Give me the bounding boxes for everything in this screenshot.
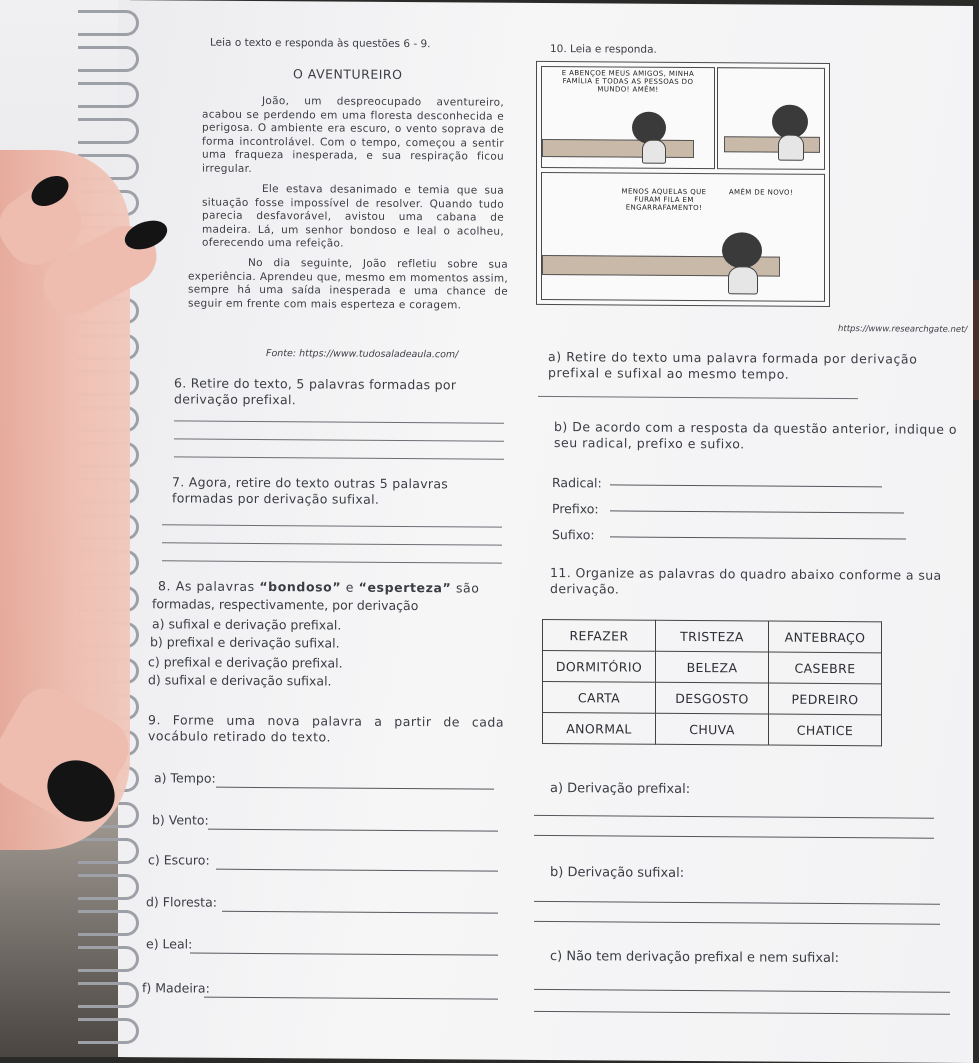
answer-line[interactable] — [174, 420, 504, 423]
bench — [724, 136, 820, 153]
table-cell: DORMITÓRIO — [543, 650, 656, 682]
answer-line[interactable] — [174, 438, 504, 441]
story-source: Fonte: https://www.tudosaladeaula.com/ — [266, 348, 459, 361]
table-cell: ANTEBRAÇO — [769, 621, 882, 653]
spiral-ring — [78, 1018, 139, 1044]
radical-answer-line[interactable] — [610, 484, 882, 487]
table-cell: PEDREIRO — [769, 683, 882, 715]
bench — [542, 139, 694, 158]
prefixo-label: Prefixo: — [552, 501, 599, 517]
option-a[interactable]: a) sufixal e derivação prefixal. — [152, 616, 342, 633]
character-head — [722, 232, 762, 268]
question-9: 9. Forme uma nova palavra a partir de cada vocábulo retirado do texto. — [148, 712, 504, 745]
question-11: 11. Organize as palavras do quadro abaixo conforme a sua derivação. — [550, 565, 942, 597]
spiral-ring — [78, 10, 139, 36]
q9-item-tempo: a) Tempo: — [154, 770, 216, 786]
spiral-ring — [78, 46, 139, 72]
comic-speech-2: MENOS AQUELAS QUE FURAM FILA EM ENGARRAFAMENTO! — [621, 187, 707, 213]
table-row — [543, 619, 882, 652]
answer-line[interactable] — [538, 396, 858, 399]
q9-item-leal: e) Leal: — [146, 936, 193, 952]
question-10-title: 10. Leia e responda. — [550, 43, 657, 56]
answer-line[interactable] — [190, 953, 498, 956]
spiral-ring — [78, 838, 139, 864]
character-body — [728, 266, 758, 294]
sufixo-label: Sufixo: — [552, 527, 595, 543]
story-paragraph-2: Ele estava desanimado e temia que sua situação fosse impossível de resolver. Quando tudo parecia desfavorável, avistou uma cabana de madeira. Lá, um senhor bondoso e leal o acolheu, oferecendo uma refeição. — [202, 183, 504, 250]
spiral-ring — [78, 910, 139, 936]
instruction: Leia o texto e responda às questões 6 - 9. — [210, 36, 431, 51]
option-b[interactable]: b) prefixal e derivação sufixal. — [150, 634, 340, 651]
spiral-ring — [78, 118, 139, 144]
derivation-prefixal-label: a) Derivação prefixal: — [550, 781, 691, 797]
q9-item-escuro: c) Escuro: — [148, 852, 210, 868]
q9-item-madeira: f) Madeira: — [142, 980, 210, 996]
story-title: O AVENTUREIRO — [293, 66, 403, 82]
table-cell: CARTA — [543, 681, 656, 713]
answer-line[interactable] — [534, 1011, 950, 1015]
word-esperteza: “esperteza” — [358, 579, 452, 596]
derivation-sufixal-label: b) Derivação sufixal: — [550, 865, 685, 881]
comic-strip — [536, 61, 830, 307]
word-table — [542, 619, 882, 746]
table-cell: REFAZER — [543, 619, 656, 651]
spiral-ring — [78, 946, 139, 972]
table-cell: CHUVA — [656, 713, 769, 745]
table-cell: BELEZA — [656, 651, 769, 683]
answer-line[interactable] — [162, 542, 502, 545]
question-10b: b) De acordo com a resposta da questão anterior, indique o seu radical, prefixo e sufixo. — [554, 419, 958, 452]
comic-panel-3 — [541, 172, 825, 302]
q9-item-floresta: d) Floresta: — [146, 894, 217, 910]
answer-line[interactable] — [162, 560, 502, 563]
story-paragraph-3: No dia seguinte, João refletiu sobre sua experiência. Aprendeu que, mesmo em momentos assim, sempre há uma saída inesperada e uma chance de seguir em frente com mais esperteza e coragem. — [188, 256, 508, 312]
answer-line[interactable] — [534, 835, 934, 839]
q9-item-vento: b) Vento: — [152, 812, 209, 828]
table-row — [543, 650, 882, 683]
answer-line[interactable] — [174, 456, 504, 459]
answer-line[interactable] — [208, 829, 498, 832]
answer-line[interactable] — [216, 869, 498, 872]
answer-line[interactable] — [216, 787, 494, 790]
question-8-stem-end: são — [455, 580, 480, 596]
story-paragraph-1: João, um despreocupado aventureiro, acabou se perdendo em uma floresta desconhecida e perigosa. O ambiente era escuro, o vento soprava de forma incontrolável. Com o tempo, começou a sentir uma fraqueza inesperada, e sua respiração ficou irregular. — [202, 95, 504, 175]
comic-source: https://www.researchgate.net/ — [838, 324, 968, 335]
option-d[interactable]: d) sufixal e derivação sufixal. — [148, 672, 332, 689]
spiral-ring — [78, 982, 139, 1008]
option-c[interactable]: c) prefixal e derivação prefixal. — [148, 654, 343, 671]
table-row — [543, 681, 882, 714]
spiral-ring — [78, 874, 139, 900]
table-row — [543, 712, 882, 745]
answer-line[interactable] — [534, 921, 940, 925]
question-10a: a) Retire do texto uma palavra formada por derivação prefixal e sufixal ao mesmo tempo. — [548, 349, 918, 382]
table-cell: CHATICE — [769, 714, 882, 746]
spiral-ring — [78, 82, 139, 108]
question-7: 7. Agora, retire do texto outras 5 palavras formadas por derivação sufixal. — [172, 474, 449, 507]
table-cell: CASEBRE — [769, 652, 882, 684]
comic-panel-1 — [541, 66, 715, 169]
answer-line[interactable] — [162, 524, 502, 527]
character-body — [778, 135, 804, 161]
no-derivation-label: c) Não tem derivação prefixal e nem sufixal: — [550, 949, 840, 967]
answer-line[interactable] — [222, 911, 498, 914]
answer-line[interactable] — [534, 989, 950, 993]
radical-label: Radical: — [552, 475, 602, 491]
question-6: 6. Retire do texto, 5 palavras formadas por derivação prefixal. — [174, 375, 457, 408]
character-body — [642, 140, 666, 164]
comic-panel-2 — [717, 67, 825, 170]
question-8-continuation: formadas, respectivamente, por derivação — [152, 596, 419, 614]
prefixo-answer-line[interactable] — [610, 510, 904, 513]
question-8-stem: 8. As palavras — [158, 578, 255, 594]
comic-speech-1: E ABENÇOE MEUS AMIGOS, MINHA FAMÍLIA E TODAS AS PESSOAS DO MUNDO! AMÉM! — [561, 69, 695, 94]
answer-line[interactable] — [204, 997, 498, 1000]
table-cell: DESGOSTO — [656, 682, 769, 714]
word-bondoso: “bondoso” — [259, 578, 342, 595]
answer-line[interactable] — [534, 815, 934, 819]
worksheet-page — [118, 0, 973, 1063]
table-cell: ANORMAL — [543, 712, 656, 744]
character-head — [772, 105, 808, 139]
sufixo-answer-line[interactable] — [610, 536, 906, 539]
table-cell: TRISTEZA — [656, 620, 769, 652]
answer-line[interactable] — [534, 901, 940, 905]
question-8-and: e — [345, 579, 355, 595]
question-8 — [158, 578, 480, 596]
comic-speech-3: AMÉM DE NOVO! — [728, 188, 794, 197]
